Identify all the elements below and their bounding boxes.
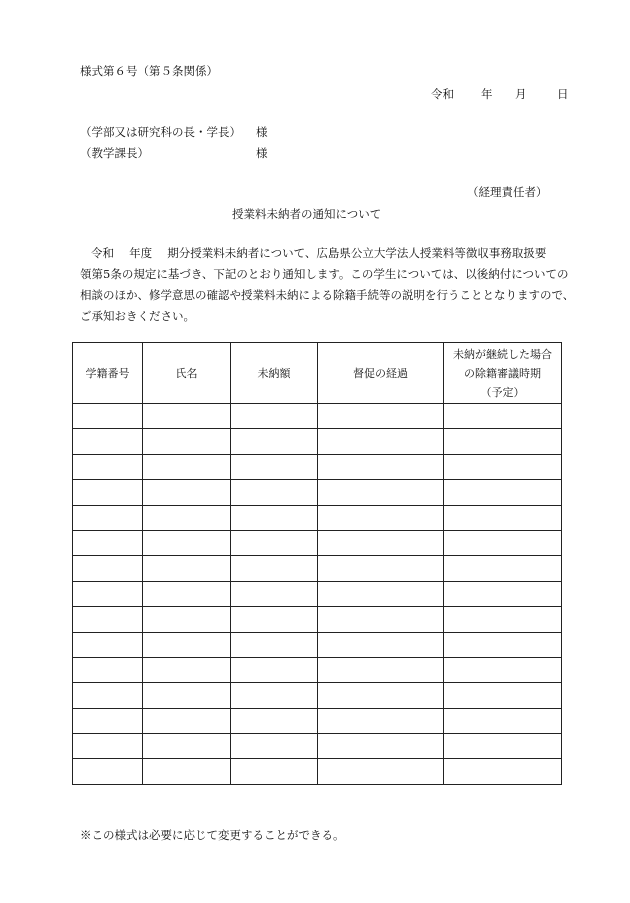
table-cell[interactable]: [231, 607, 318, 632]
table-row: [73, 734, 562, 759]
table-cell[interactable]: [444, 657, 562, 682]
table-cell[interactable]: [318, 708, 444, 733]
body-paragraph: [80, 243, 575, 327]
table-cell[interactable]: [143, 632, 231, 657]
table-cell[interactable]: [444, 530, 562, 555]
body-line: ご承知おきください。: [80, 309, 195, 323]
table-cell[interactable]: [73, 708, 143, 733]
table-cell[interactable]: [318, 759, 444, 784]
table-cell[interactable]: [73, 759, 143, 784]
table-cell[interactable]: [73, 404, 143, 429]
table-cell[interactable]: [73, 632, 143, 657]
table-cell[interactable]: [444, 759, 562, 784]
footnote: ※この様式は必要に応じて変更することができる。: [80, 828, 345, 842]
table-cell[interactable]: [318, 454, 444, 479]
table-cell[interactable]: [143, 480, 231, 505]
table-row: [73, 759, 562, 784]
table-cell[interactable]: [318, 607, 444, 632]
table-row: [73, 505, 562, 530]
table-cell[interactable]: [318, 657, 444, 682]
table-cell[interactable]: [73, 556, 143, 581]
table-cell[interactable]: [143, 581, 231, 606]
sender-label: （経理責任者）: [467, 185, 548, 199]
table-cell[interactable]: [73, 683, 143, 708]
body-line: 令和 年度 期分授業料未納者について、広島県公立大学法人授業料等徴収事務取扱要: [91, 246, 547, 260]
body-line: 領第5条の規定に基づき、下記のとおり通知します。この学生については、以後納付についての: [80, 267, 569, 281]
table-row: [73, 556, 562, 581]
table-cell[interactable]: [73, 505, 143, 530]
table-row: [73, 607, 562, 632]
table-cell[interactable]: [231, 581, 318, 606]
table-cell[interactable]: [318, 480, 444, 505]
recipient-section-chief-honorific: 様: [256, 146, 268, 160]
table-cell[interactable]: [143, 530, 231, 555]
table-cell[interactable]: [231, 505, 318, 530]
table-row: [73, 480, 562, 505]
table-cell[interactable]: [318, 429, 444, 454]
table-cell[interactable]: [73, 429, 143, 454]
form-number: 様式第６号（第５条関係）: [80, 64, 218, 78]
table-row: [73, 657, 562, 682]
table-cell[interactable]: [231, 632, 318, 657]
table-cell[interactable]: [231, 556, 318, 581]
table-cell[interactable]: [143, 683, 231, 708]
table-cell[interactable]: [444, 429, 562, 454]
table-cell[interactable]: [143, 759, 231, 784]
header-line: （予定）: [480, 385, 525, 399]
table-cell[interactable]: [318, 404, 444, 429]
table-row: [73, 708, 562, 733]
table-cell[interactable]: [444, 505, 562, 530]
table-cell[interactable]: [444, 556, 562, 581]
table-row: [73, 429, 562, 454]
table-cell[interactable]: [444, 632, 562, 657]
table-row: [73, 530, 562, 555]
date-month-unit: 月: [515, 87, 527, 101]
table-cell[interactable]: [444, 607, 562, 632]
body-line: 相談のほか、修学意思の確認や授業料未納による除籍手続等の説明を行うこととなりますので、: [80, 288, 575, 302]
table-cell[interactable]: [231, 759, 318, 784]
table-cell[interactable]: [444, 581, 562, 606]
table-cell[interactable]: [231, 708, 318, 733]
table-cell[interactable]: [73, 530, 143, 555]
table-cell[interactable]: [143, 505, 231, 530]
table-row: [73, 683, 562, 708]
table-cell[interactable]: [318, 632, 444, 657]
delinquent-students-table: [72, 342, 562, 785]
table-cell[interactable]: [73, 657, 143, 682]
table-row: [73, 581, 562, 606]
table-cell[interactable]: [318, 505, 444, 530]
table-cell[interactable]: [318, 683, 444, 708]
header-line: 未納が継続した場合: [453, 347, 552, 361]
table-cell[interactable]: [231, 734, 318, 759]
table-cell[interactable]: [73, 607, 143, 632]
table-cell[interactable]: [444, 734, 562, 759]
table-body: [73, 404, 562, 785]
header-expulsion-review-timing: [444, 343, 562, 404]
table-cell[interactable]: [318, 734, 444, 759]
header-name: 氏名: [143, 343, 231, 404]
table-cell[interactable]: [143, 734, 231, 759]
table-cell[interactable]: [444, 708, 562, 733]
date-era: 令和: [431, 87, 454, 101]
document-title: 授業料未納者の通知について: [232, 207, 382, 221]
table-cell[interactable]: [143, 454, 231, 479]
table-cell[interactable]: [231, 530, 318, 555]
table-cell[interactable]: [143, 708, 231, 733]
recipient-section-chief-label: （教学課長）: [80, 146, 149, 160]
header-student-id: 学籍番号: [73, 343, 143, 404]
table-cell[interactable]: [73, 581, 143, 606]
table-cell[interactable]: [73, 734, 143, 759]
table-header-row: [73, 343, 562, 404]
table-cell[interactable]: [231, 404, 318, 429]
table-cell[interactable]: [231, 454, 318, 479]
table-cell[interactable]: [231, 429, 318, 454]
table-cell[interactable]: [318, 581, 444, 606]
table-cell[interactable]: [444, 404, 562, 429]
table-cell[interactable]: [143, 657, 231, 682]
table-cell[interactable]: [143, 404, 231, 429]
recipient-dean-label: （学部又は研究科の長・学長）: [80, 125, 241, 139]
date-day-unit: 日: [557, 87, 569, 101]
table-cell[interactable]: [231, 480, 318, 505]
header-line: の除籍審議時期: [464, 366, 541, 380]
recipient-dean-honorific: 様: [256, 125, 268, 139]
table-cell[interactable]: [231, 683, 318, 708]
table-row: [73, 632, 562, 657]
date-year-unit: 年: [481, 87, 493, 101]
table-cell[interactable]: [143, 429, 231, 454]
table-cell[interactable]: [143, 556, 231, 581]
table-cell[interactable]: [73, 454, 143, 479]
header-unpaid-amount: 未納額: [231, 343, 318, 404]
table-row: [73, 454, 562, 479]
table-cell[interactable]: [318, 530, 444, 555]
table-cell[interactable]: [318, 556, 444, 581]
table-row: [73, 404, 562, 429]
table-cell[interactable]: [231, 657, 318, 682]
header-reminder-history: 督促の経過: [318, 343, 444, 404]
table-cell[interactable]: [143, 607, 231, 632]
table-cell[interactable]: [73, 480, 143, 505]
table-cell[interactable]: [444, 683, 562, 708]
table-cell[interactable]: [444, 454, 562, 479]
table-cell[interactable]: [444, 480, 562, 505]
